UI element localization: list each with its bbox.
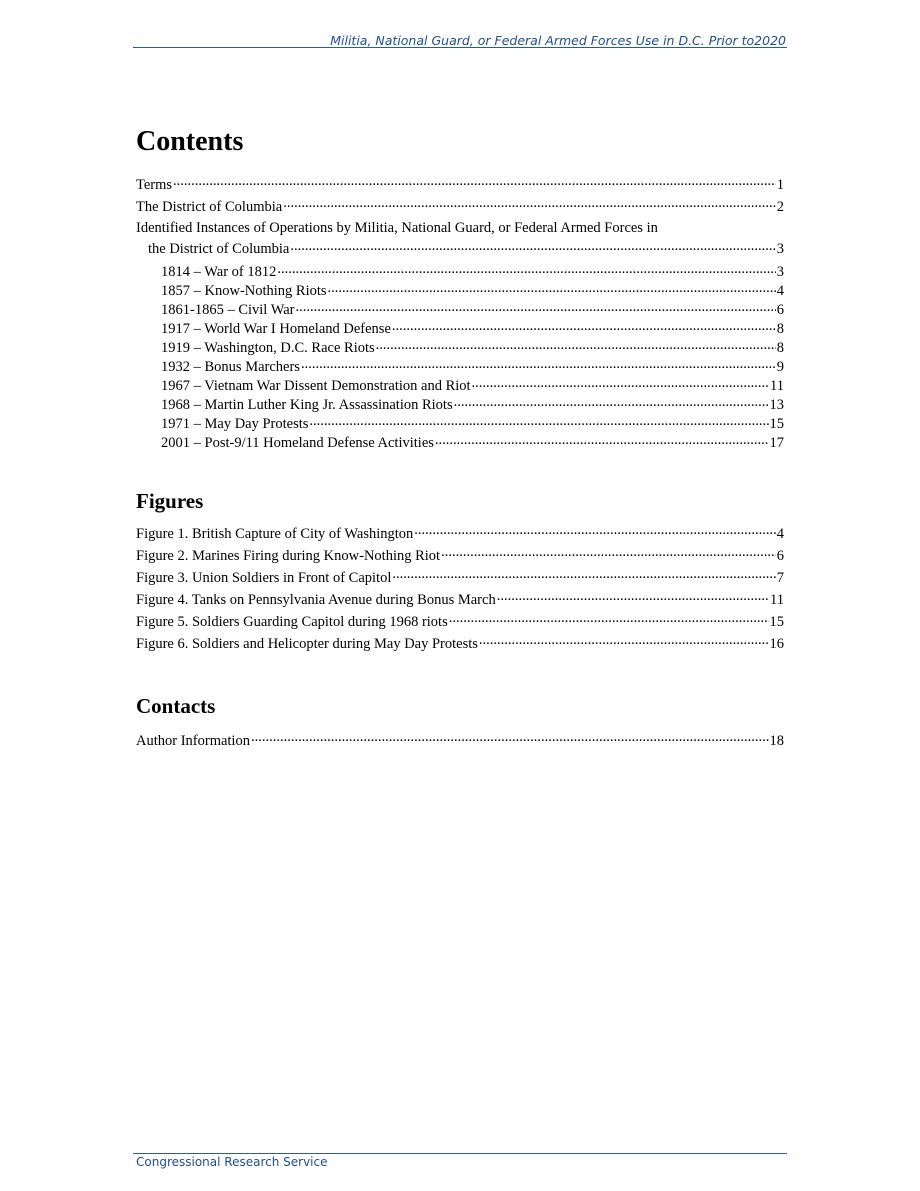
toc-subentry-page: 8 (776, 339, 784, 356)
toc-entry-page: 3 (776, 240, 784, 257)
contact-entry-page: 18 (769, 733, 784, 749)
figures-heading: Figures (136, 489, 204, 513)
toc-subentry[interactable] (136, 413, 784, 432)
toc-entry-page: 2 (776, 199, 784, 215)
toc-entry[interactable] (136, 196, 784, 218)
toc-subentry[interactable] (136, 261, 784, 280)
dot-leader (441, 546, 776, 561)
dot-leader (301, 356, 776, 371)
contact-entry-label: Author Information (136, 733, 250, 749)
dot-leader (449, 612, 769, 627)
toc-subentry[interactable] (136, 394, 784, 413)
figure-entry-page: 6 (776, 548, 784, 564)
footer-rule (133, 1153, 787, 1154)
dot-leader (472, 375, 769, 390)
dot-leader (283, 197, 776, 212)
toc-entry[interactable] (136, 218, 784, 258)
toc-subentry-label: 1968 – Martin Luther King Jr. Assassination Riots (161, 396, 453, 413)
dot-leader (392, 568, 775, 583)
figure-entry[interactable] (136, 523, 784, 545)
dot-leader (497, 590, 769, 605)
figure-entry-page: 7 (776, 570, 784, 586)
header-rule (133, 47, 787, 48)
toc-entry[interactable] (136, 174, 784, 196)
toc-subentry-page: 8 (776, 320, 784, 337)
toc-subentry-page: 11 (770, 377, 784, 394)
toc-subentry[interactable] (136, 356, 784, 375)
contacts-list (136, 730, 784, 752)
toc-subentry-label: 1971 – May Day Protests (161, 415, 309, 432)
toc-entry-line2 (136, 238, 784, 258)
dot-leader (435, 432, 769, 447)
figure-entry-page: 4 (776, 526, 784, 542)
running-header: Militia, National Guard, or Federal Armed Forces Use in D.C. Prior to2020 (330, 33, 786, 48)
dot-leader (290, 238, 775, 253)
toc-entry-label-line2: the District of Columbia (148, 240, 290, 257)
toc-subentry[interactable] (136, 432, 784, 451)
figure-entry[interactable] (136, 611, 784, 633)
contents-list (136, 174, 784, 451)
toc-subentry-page: 15 (769, 415, 784, 432)
toc-subentry-label: 1857 – Know-Nothing Riots (161, 282, 327, 299)
dot-leader (479, 634, 769, 649)
figure-entry[interactable] (136, 567, 784, 589)
toc-subentry[interactable] (136, 299, 784, 318)
contacts-heading: Contacts (136, 694, 216, 718)
contents-heading: Contents (136, 126, 244, 157)
footer-organization: Congressional Research Service (136, 1155, 328, 1169)
toc-subentry[interactable] (136, 337, 784, 356)
figure-entry-page: 16 (769, 636, 784, 652)
toc-subentry-page: 3 (776, 263, 784, 280)
dot-leader (454, 394, 769, 409)
figure-entry-label: Figure 4. Tanks on Pennsylvania Avenue during Bonus March (136, 592, 496, 608)
dot-leader (328, 280, 776, 295)
toc-entry-page: 1 (776, 177, 784, 193)
toc-subentry-label: 2001 – Post-9/11 Homeland Defense Activities (161, 434, 434, 451)
contact-entry[interactable] (136, 730, 784, 752)
figure-entry-page: 15 (769, 614, 784, 630)
toc-subentry-label: 1861-1865 – Civil War (161, 301, 295, 318)
figure-entry-label: Figure 3. Union Soldiers in Front of Capitol (136, 570, 392, 586)
toc-entry-label: The District of Columbia (136, 199, 283, 215)
toc-subentry-page: 9 (776, 358, 784, 375)
figure-entry-page: 11 (770, 592, 784, 608)
dot-leader (296, 299, 776, 314)
toc-subentry-page: 4 (776, 282, 784, 299)
figure-entry[interactable] (136, 545, 784, 567)
dot-leader (392, 318, 776, 333)
dot-leader (277, 261, 775, 276)
figures-list (136, 523, 784, 655)
dot-leader (173, 175, 776, 190)
dot-leader (309, 413, 768, 428)
dot-leader (414, 524, 775, 539)
figure-entry-label: Figure 6. Soldiers and Helicopter during May Day Protests (136, 636, 478, 652)
toc-subentry-page: 13 (769, 396, 784, 413)
toc-subentry-label: 1814 – War of 1812 (161, 263, 277, 280)
toc-subentry-label: 1967 – Vietnam War Dissent Demonstration and Riot (161, 377, 471, 394)
toc-subentry-label: 1917 – World War I Homeland Defense (161, 320, 391, 337)
figure-entry-label: Figure 1. British Capture of City of Washington (136, 526, 414, 542)
toc-entry-label: Terms (136, 177, 173, 193)
toc-subentry-label: 1932 – Bonus Marchers (161, 358, 300, 375)
figure-entry-label: Figure 5. Soldiers Guarding Capitol during 1968 riots (136, 614, 448, 630)
figure-entry[interactable] (136, 589, 784, 611)
toc-subentry-page: 6 (776, 301, 784, 318)
toc-entry-label-line1: Identified Instances of Operations by Militia, National Guard, or Federal Armed Forces in (136, 220, 658, 236)
toc-subentry[interactable] (136, 280, 784, 299)
toc-subentry-label: 1919 – Washington, D.C. Race Riots (161, 339, 375, 356)
figure-entry-label: Figure 2. Marines Firing during Know-Nothing Riot (136, 548, 441, 564)
figure-entry[interactable] (136, 633, 784, 655)
toc-subentry-page: 17 (769, 434, 784, 451)
toc-subentry[interactable] (136, 375, 784, 394)
toc-subentry[interactable] (136, 318, 784, 337)
dot-leader (376, 337, 776, 352)
dot-leader (251, 731, 769, 746)
